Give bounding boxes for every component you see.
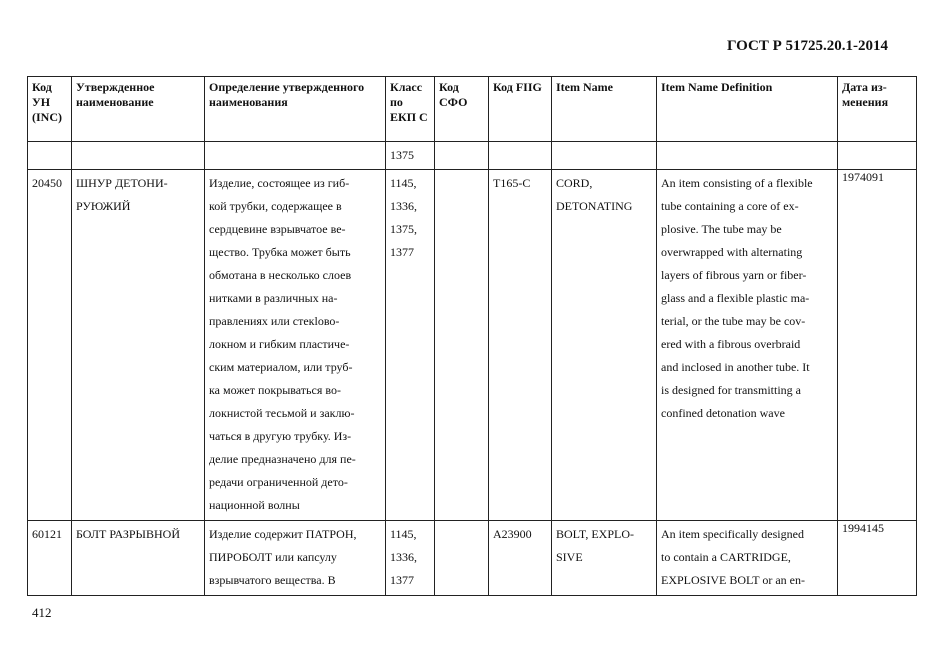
text-line: confined detonation wave — [661, 406, 785, 420]
text-line: Изделие, состоящее из гиб- — [209, 176, 350, 190]
text-line: tube containing a core of ex- — [661, 199, 799, 213]
text-line: обмотана в несколько слоев — [209, 268, 352, 282]
text-line: локном и гибким пластиче- — [209, 337, 350, 351]
cell-item-name — [552, 521, 657, 596]
text-line: is designed for transmitting a — [661, 383, 801, 397]
cell-fiig: A23900 — [489, 521, 552, 596]
continuation-row — [28, 142, 917, 170]
cell-inc: 20450 — [28, 170, 72, 521]
text-line: An item specifically designed — [661, 527, 804, 541]
col-header-inc: Код УН (INC) — [28, 77, 72, 142]
text-line: Изделие содержит ПАТРОН, — [209, 527, 357, 541]
text-line: делие предназначено для пе- — [209, 452, 356, 466]
table-row — [28, 521, 917, 596]
catalog-table — [27, 76, 917, 596]
cell-change-date: 1994145 — [838, 521, 917, 596]
text-line: DETONATING — [556, 199, 633, 213]
col-header-sfo: Код СФО — [435, 77, 489, 142]
text-line: локнистой тесьмой и заклю- — [209, 406, 355, 420]
text-line: 1336, — [390, 550, 417, 564]
text-line: ка может покрываться во- — [209, 383, 341, 397]
cell-item-definition — [657, 521, 838, 596]
table-row — [28, 170, 917, 521]
text-line: правлениях или стекlово- — [209, 314, 340, 328]
text-line: BOLT, EXPLO- — [556, 527, 634, 541]
text-line: ПИРОБОЛТ или капсулу — [209, 550, 337, 564]
cell-definition — [205, 521, 386, 596]
text-line: редачи ограниченной дето- — [209, 475, 348, 489]
text-line: ШНУР ДЕТОНИ- — [76, 176, 168, 190]
text-line: сердцевине взрывчатое ве- — [209, 222, 346, 236]
text-line: взрывчатого вещества. В — [209, 573, 336, 587]
text-line: overwrapped with alternating — [661, 245, 803, 259]
text-line: and inclosed in another tube. It — [661, 360, 810, 374]
text-line: ered with a fibrous overbraid — [661, 337, 801, 351]
col-header-item-definition: Item Name Definition — [657, 77, 838, 142]
text-line: to contain a CARTRIDGE, — [661, 550, 791, 564]
text-line: SIVE — [556, 550, 583, 564]
text-line: кой трубки, содержащее в — [209, 199, 342, 213]
text-line: БОЛТ РАЗРЫВНОЙ — [76, 527, 181, 541]
cell-change-date: 1974091 — [838, 170, 917, 521]
text-line: 1336, — [390, 199, 417, 213]
cell-inc: 60121 — [28, 521, 72, 596]
text-line: EXPLOSIVE BOLT or an en- — [661, 573, 805, 587]
continuation-class: 1375 — [386, 142, 435, 170]
text-line: РУЮЖИЙ — [76, 199, 131, 213]
text-line: 1377 — [390, 573, 414, 587]
text-line: щество. Трубка может быть — [209, 245, 351, 259]
text-line: национной волны — [209, 498, 300, 512]
text-line: plosive. The tube may be — [661, 222, 782, 236]
text-line: An item consisting of a flexible — [661, 176, 813, 190]
cell-fiig: T165-C — [489, 170, 552, 521]
col-header-definition: Определение утвержденного наименования — [205, 77, 386, 142]
text-line: glass and a flexible plastic ma- — [661, 291, 810, 305]
cell-class — [386, 521, 435, 596]
cell-class — [386, 170, 435, 521]
col-header-fiig: Код FIIG — [489, 77, 552, 142]
col-header-class: Класс по ЕКП С — [386, 77, 435, 142]
page-number: 412 — [32, 605, 52, 620]
cell-sfo — [435, 170, 489, 521]
text-line: 1375, — [390, 222, 417, 236]
text-line: terial, or the tube may be cov- — [661, 314, 806, 328]
cell-sfo — [435, 521, 489, 596]
cell-approved-name — [72, 521, 205, 596]
text-line: 1145, — [390, 176, 417, 190]
cell-item-name — [552, 170, 657, 521]
table-header-row — [28, 77, 917, 142]
text-line: 1145, — [390, 527, 417, 541]
col-header-approved-name: Утвержденное наименование — [72, 77, 205, 142]
cell-approved-name — [72, 170, 205, 521]
text-line: layers of fibrous yarn or fiber- — [661, 268, 807, 282]
text-line: 1377 — [390, 245, 414, 259]
document-header: ГОСТ Р 51725.20.1-2014 — [726, 38, 888, 54]
col-header-change-date: Дата из-менения — [838, 77, 917, 142]
text-line: CORD, — [556, 176, 593, 190]
text-line: ским материалом, или труб- — [209, 360, 353, 374]
cell-item-definition — [657, 170, 838, 521]
text-line: чаться в другую трубку. Из- — [209, 429, 352, 443]
col-header-item-name: Item Name — [552, 77, 657, 142]
text-line: нитками в различных на- — [209, 291, 338, 305]
cell-definition — [205, 170, 386, 521]
